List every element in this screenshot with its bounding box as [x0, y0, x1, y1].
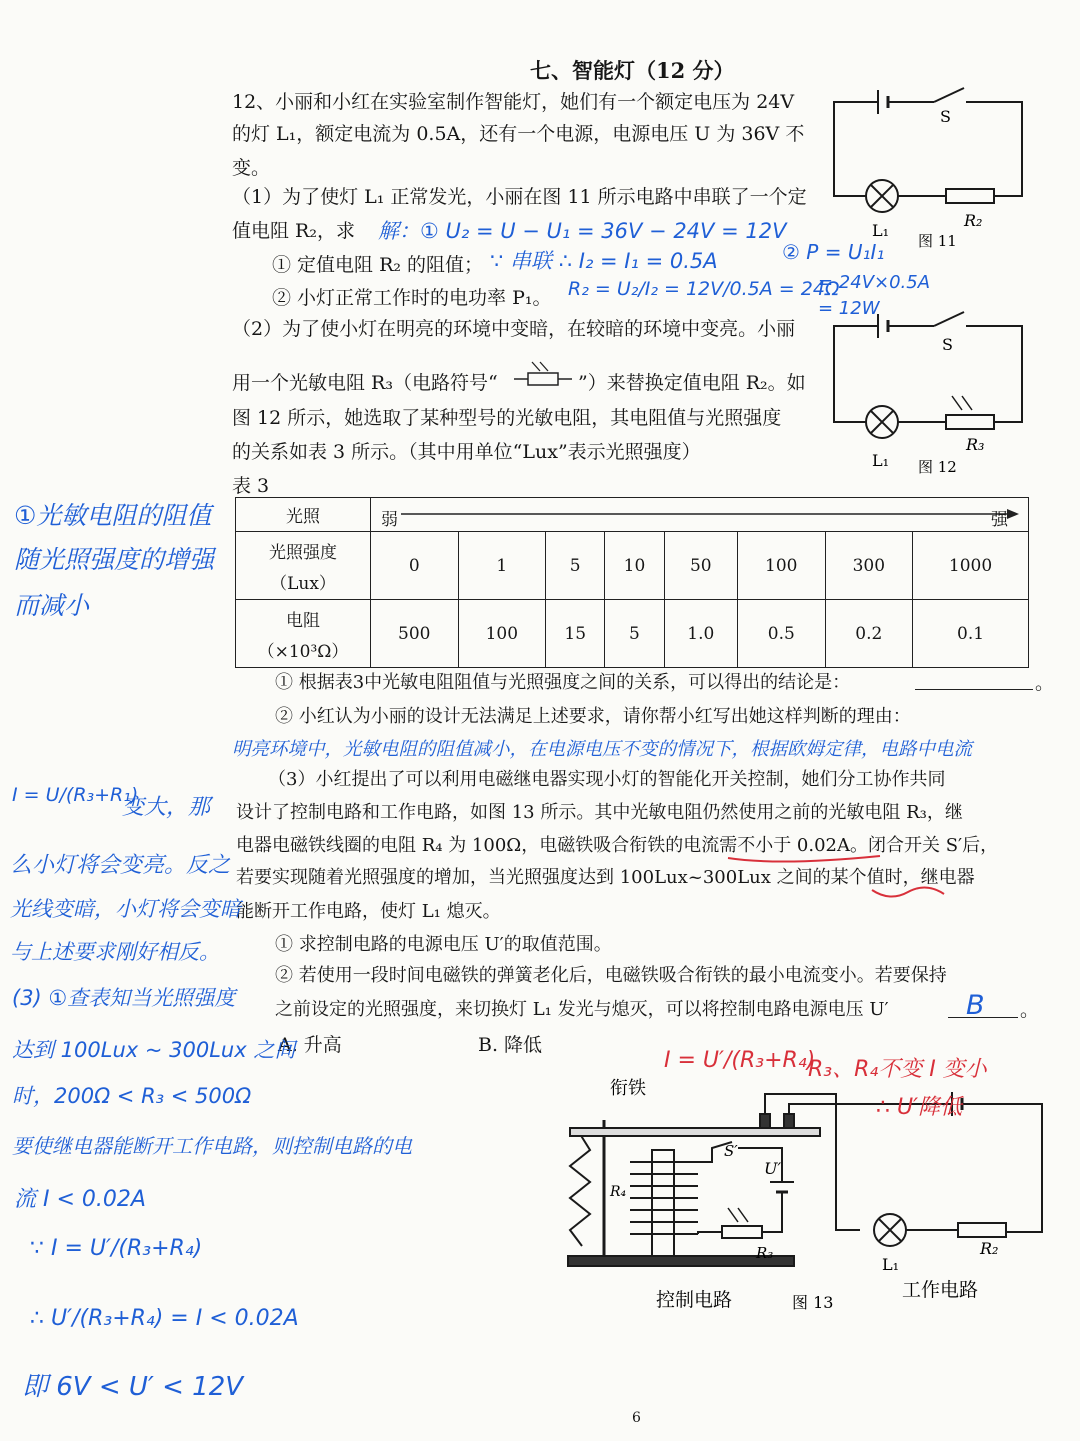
handwritten-conclusion-line-1: ①光敏电阻的阻值 [14, 501, 212, 530]
red-underline-current [728, 856, 880, 862]
row-resistance-label: 电阻 （×10³Ω） [236, 600, 371, 668]
part3-question-2-end: 。 [1020, 999, 1040, 1021]
handwritten-answer-1a: 解：① U₂ = U − U₁ = 36V − 24V = 12V [378, 219, 787, 243]
part3-line-1: （3）小红提出了可以利用电磁继电器实现小灯的智能化开关控制，她们分工协作共同 [268, 769, 946, 790]
part2-line-4: 的关系如表 3 所示。（其中用单位“Lux”表示光照强度） [232, 441, 701, 463]
lux-cell: 0 [371, 532, 459, 600]
lux-cell: 1 [458, 532, 546, 600]
handwritten-answer-2a: ② P = U₁I₁ [782, 240, 885, 264]
row-light-label: 光照 [236, 498, 371, 532]
handwritten-answer-1c: R₂ = U₂/I₂ = 12V/0.5A = 24Ω [568, 278, 840, 300]
intro-line-3: 变。 [232, 157, 271, 179]
handwritten-part3-line-7: ∴ U′/(R₃+R₄) = I < 0.02A [30, 1306, 299, 1331]
handwritten-conclusion-line-3: 而减小 [14, 591, 90, 620]
part2-question-1-end: 。 [1035, 672, 1055, 694]
lux-cell: 100 [738, 532, 826, 600]
row-lux-label: 光照强度 （Lux） [236, 532, 371, 600]
part2-question-2: ② 小红认为小丽的设计无法满足上述要求，请你帮小红写出她这样判断的理由： [275, 706, 911, 727]
handwritten-red-note-1: R₃、R₄不变 I 变小 [808, 1057, 987, 1082]
r2-label: R₂ [964, 211, 983, 230]
part2-line-1: （2）为了使小灯在明亮的环境中变暗，在较暗的环境中变亮。小丽 [232, 318, 796, 340]
lux-cell: 5 [546, 532, 605, 600]
handwritten-part3-line-2: 达到 100Lux ~ 300Lux 之间 [12, 1038, 296, 1062]
page-number: 6 [632, 1410, 641, 1426]
part3-question-2-line-1: ② 若使用一段时间电磁铁的弹簧老化后，电磁铁吸合衔铁的最小电流变小。若要保持 [275, 965, 947, 986]
part3-line-4: 若要实现随着光照强度的增加，当光照强度达到 100Lux~300Lux 之间的某个值时，继电器 [236, 867, 975, 888]
resistance-cell: 15 [546, 600, 605, 668]
part1-question-1: ① 定值电阻 R₂ 的阻值； [272, 254, 484, 276]
handwritten-part3-line-6: ∵ I = U′/(R₃+R₄) [30, 1236, 203, 1261]
handwritten-reason-line: 明亮环境中，光敏电阻的阻值减小，在电源电压不变的情况下，根据欧姆定律，电路中电流 [232, 739, 973, 760]
u-prime-label: U′ [764, 1159, 782, 1178]
part1-line-1: （1）为了使灯 L₁ 正常发光，小丽在图 11 所示电路中串联了一个定 [232, 186, 807, 208]
part2-line-2a: 用一个光敏电阻 R₃（电路符号“ [232, 372, 498, 394]
handwritten-reason-cont-2: 么小灯将会变亮。反之 [10, 853, 231, 878]
red-underline-value [872, 887, 944, 896]
resistance-cell: 0.5 [738, 600, 826, 668]
lamp-l1-label: L₁ [882, 1255, 900, 1274]
part3-line-5: 能断开工作电路，使灯 L₁ 熄灭。 [236, 901, 501, 922]
part2-line-3: 图 12 所示，她选取了某种型号的光敏电阻，其电阻值与光照强度 [232, 407, 782, 429]
resistance-cell: 0.1 [913, 600, 1029, 668]
part1-question-2: ② 小灯正常工作时的电功率 P₁。 [272, 287, 552, 309]
lux-cell: 1000 [913, 532, 1029, 600]
table3-caption: 表 3 [232, 475, 270, 497]
part3-question-1: ① 求控制电路的电源电压 U′的取值范围。 [275, 934, 612, 955]
control-circuit-label: 控制电路 [656, 1289, 733, 1311]
handwritten-answer-b: B [966, 990, 985, 1021]
handwritten-part3-line-5: 流 I < 0.02A [14, 1187, 146, 1212]
figure-11-caption: 图 11 [918, 232, 957, 250]
figure-13-caption: 图 13 [792, 1293, 834, 1312]
work-circuit-label: 工作电路 [902, 1279, 979, 1301]
handwritten-red-note-2: ∴ U′降低 [876, 1095, 963, 1120]
handwritten-part3-line-1: (3) ①查表知当光照强度 [12, 986, 236, 1010]
option-a: A. 升高 [278, 1034, 342, 1056]
handwritten-current-formula: I = U/(R₃+R₁) [12, 784, 139, 806]
handwritten-red-formula: I = U′/(R₃+R₄) [664, 1048, 816, 1073]
armature-label: 衔铁 [610, 1078, 646, 1099]
handwritten-part3-line-3: 时，200Ω < R₃ < 500Ω [12, 1084, 252, 1108]
weak-label: 弱 [381, 510, 398, 530]
section-title: 七、智能灯（12 分） [530, 58, 735, 83]
intro-line-2: 的灯 L₁，额定电流为 0.5A，还有一个电源，电源电压 U 为 36V 不 [232, 123, 805, 145]
part3-question-2-line-2: 之前设定的光照强度，来切换灯 L₁ 发光与熄灭，可以将控制电路电源电压 U′ [275, 999, 889, 1020]
strong-label: 强 [991, 510, 1008, 530]
resistance-cell: 1.0 [664, 600, 737, 668]
resistance-cell: 0.2 [825, 600, 913, 668]
lamp-l1-label: L₁ [872, 451, 890, 470]
handwritten-answer-2c: = 12W [818, 298, 880, 319]
handwritten-part3-line-8: 即 6V < U′ < 12V [22, 1372, 244, 1402]
part2-line-2b: ”）来替换定值电阻 R₂。如 [578, 372, 806, 394]
intro-line-1: 12、小丽和小红在实验室制作智能灯，她们有一个额定电压为 24V [232, 91, 795, 113]
part3-line-2: 设计了控制电路和工作电路，如图 13 所示。其中光敏电阻仍然使用之前的光敏电阻 R₃，继 [236, 802, 963, 823]
handwritten-reason-cont-4: 与上述要求刚好相反。 [10, 940, 220, 964]
handwritten-answer-1b: ∵ 串联 ∴ I₂ = I₁ = 0.5A [490, 249, 718, 273]
handwritten-part3-line-4: 要使继电器能断开工作电路，则控制电路的电 [12, 1134, 412, 1158]
r3-label: R₃ [756, 1244, 774, 1262]
r2-label: R₂ [980, 1239, 999, 1258]
resistance-cell: 100 [458, 600, 546, 668]
r4-label: R₄ [610, 1184, 627, 1200]
switch-s-label: S [940, 107, 951, 126]
lux-cell: 50 [664, 532, 737, 600]
handwritten-answer-2b: = 24V×0.5A [818, 272, 931, 293]
part1-line-2: 值电阻 R₂，求 [232, 220, 355, 242]
s-prime-label: S′ [724, 1142, 738, 1160]
switch-s-label: S [942, 335, 953, 354]
lamp-l1-label: L₁ [872, 221, 890, 240]
lux-cell: 300 [825, 532, 913, 600]
part3-line-3: 电器电磁铁线圈的电阻 R₄ 为 100Ω，电磁铁吸合衔铁的电流需不小于 0.02A。闭合开关 S′后， [236, 835, 999, 856]
r3-label: R₃ [966, 435, 985, 454]
handwritten-reason-cont-1: 变大，那 [122, 795, 211, 820]
resistance-cell: 5 [605, 600, 664, 668]
lux-cell: 10 [605, 532, 664, 600]
figure-12-caption: 图 12 [918, 458, 957, 476]
handwritten-reason-cont-3: 光线变暗，小灯将会变暗 [10, 897, 241, 921]
resistance-cell: 500 [371, 600, 459, 668]
part2-question-1: ① 根据表3中光敏电阻阻值与光照强度之间的关系，可以得出的结论是： [275, 672, 851, 693]
handwritten-conclusion-line-2: 随光照强度的增强 [14, 545, 215, 574]
option-b: B. 降低 [478, 1034, 543, 1056]
